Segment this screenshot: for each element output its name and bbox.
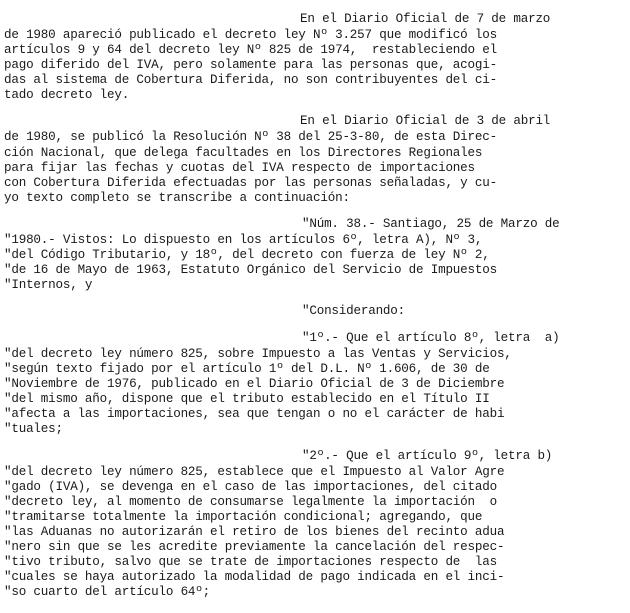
text-line: "del Código Tributario, y 18º, del decreto con fuerza de ley Nº 2, xyxy=(4,248,490,262)
text-line: "1980.- Vistos: Lo dispuesto en los artículos 6º, letra A), Nº 3, xyxy=(4,233,483,247)
text-line: "decreto ley, al momento de consumarse legalmente la importación o xyxy=(4,495,497,509)
text-line: ción Nacional, que delega facultades en los Directores Regionales xyxy=(4,146,483,160)
text-line: para fijar las fechas y cuotas del IVA respecto de importaciones xyxy=(4,161,475,175)
text-line: "nero sin que se les acredite previamente la cancelación del respec- xyxy=(4,540,505,554)
text-line: "1º.- Que el artículo 8º, letra a) xyxy=(302,331,560,345)
text-line: tado decreto ley. xyxy=(4,88,130,102)
text-line: "tivo tributo, salvo que se trate de importaciones respecto de las xyxy=(4,555,497,569)
text-line: "afecta a las importaciones, sea que tengan o no el carácter de habi xyxy=(4,407,505,421)
text-line: yo texto completo se transcribe a continuación: xyxy=(4,191,350,205)
text-line: "del mismo año, dispone que el tributo establecido en el Título II xyxy=(4,392,490,406)
text-line: con Cobertura Diferida efectuadas por las personas señaladas, y cu- xyxy=(4,176,497,190)
text-line: "Noviembre de 1976, publicado en el Diario Oficial de 3 de Diciembre xyxy=(4,377,505,391)
text-line: "las Aduanas no autorizarán el retiro de los bienes del recinto adua xyxy=(4,525,505,539)
text-line: "del decreto ley número 825, sobre Impuesto a las Ventas y Servicios, xyxy=(4,347,512,361)
text-line: En el Diario Oficial de 3 de abril xyxy=(300,114,551,128)
text-line: "2º.- Que el artículo 9º, letra b) xyxy=(302,449,553,463)
text-line: de 1980 apareció publicado el decreto ley Nº 3.257 que modificó los xyxy=(4,28,497,42)
text-line: "Núm. 38.- Santiago, 25 de Marzo de xyxy=(302,217,560,231)
text-line: "del decreto ley número 825, establece que el Impuesto al Valor Agre xyxy=(4,465,505,479)
text-line: pago diferido del IVA, pero solamente para las personas que, acogi- xyxy=(4,58,497,72)
text-line: artículos 9 y 64 del decreto ley Nº 825 de 1974, restableciendo el xyxy=(4,43,497,57)
text-line: "gado (IVA), se devenga en el caso de las importaciones, del citado xyxy=(4,480,497,494)
text-line: "cuales se haya autorizado la modalidad de pago indicada en el inci- xyxy=(4,570,505,584)
text-line: "Internos, y xyxy=(4,278,93,292)
section-heading: "Considerando: xyxy=(302,304,406,318)
text-line: de 1980, se publicó la Resolución Nº 38 del 25-3-80, de esta Direc- xyxy=(4,130,497,144)
text-line: "so cuarto del artículo 64º; xyxy=(4,585,211,599)
text-line: En el Diario Oficial de 7 de marzo xyxy=(300,12,551,26)
text-line: das al sistema de Cobertura Diferida, no son contribuyentes del ci- xyxy=(4,73,497,87)
text-line: "tramitarse totalmente la importación condicional; agregando, que xyxy=(4,510,483,524)
text-line: "tuales; xyxy=(4,422,63,436)
text-line: "de 16 de Mayo de 1963, Estatuto Orgánico del Servicio de Impuestos xyxy=(4,263,497,277)
text-line: "según texto fijado por el artículo 1º del D.L. Nº 1.606, de 30 de xyxy=(4,362,490,376)
